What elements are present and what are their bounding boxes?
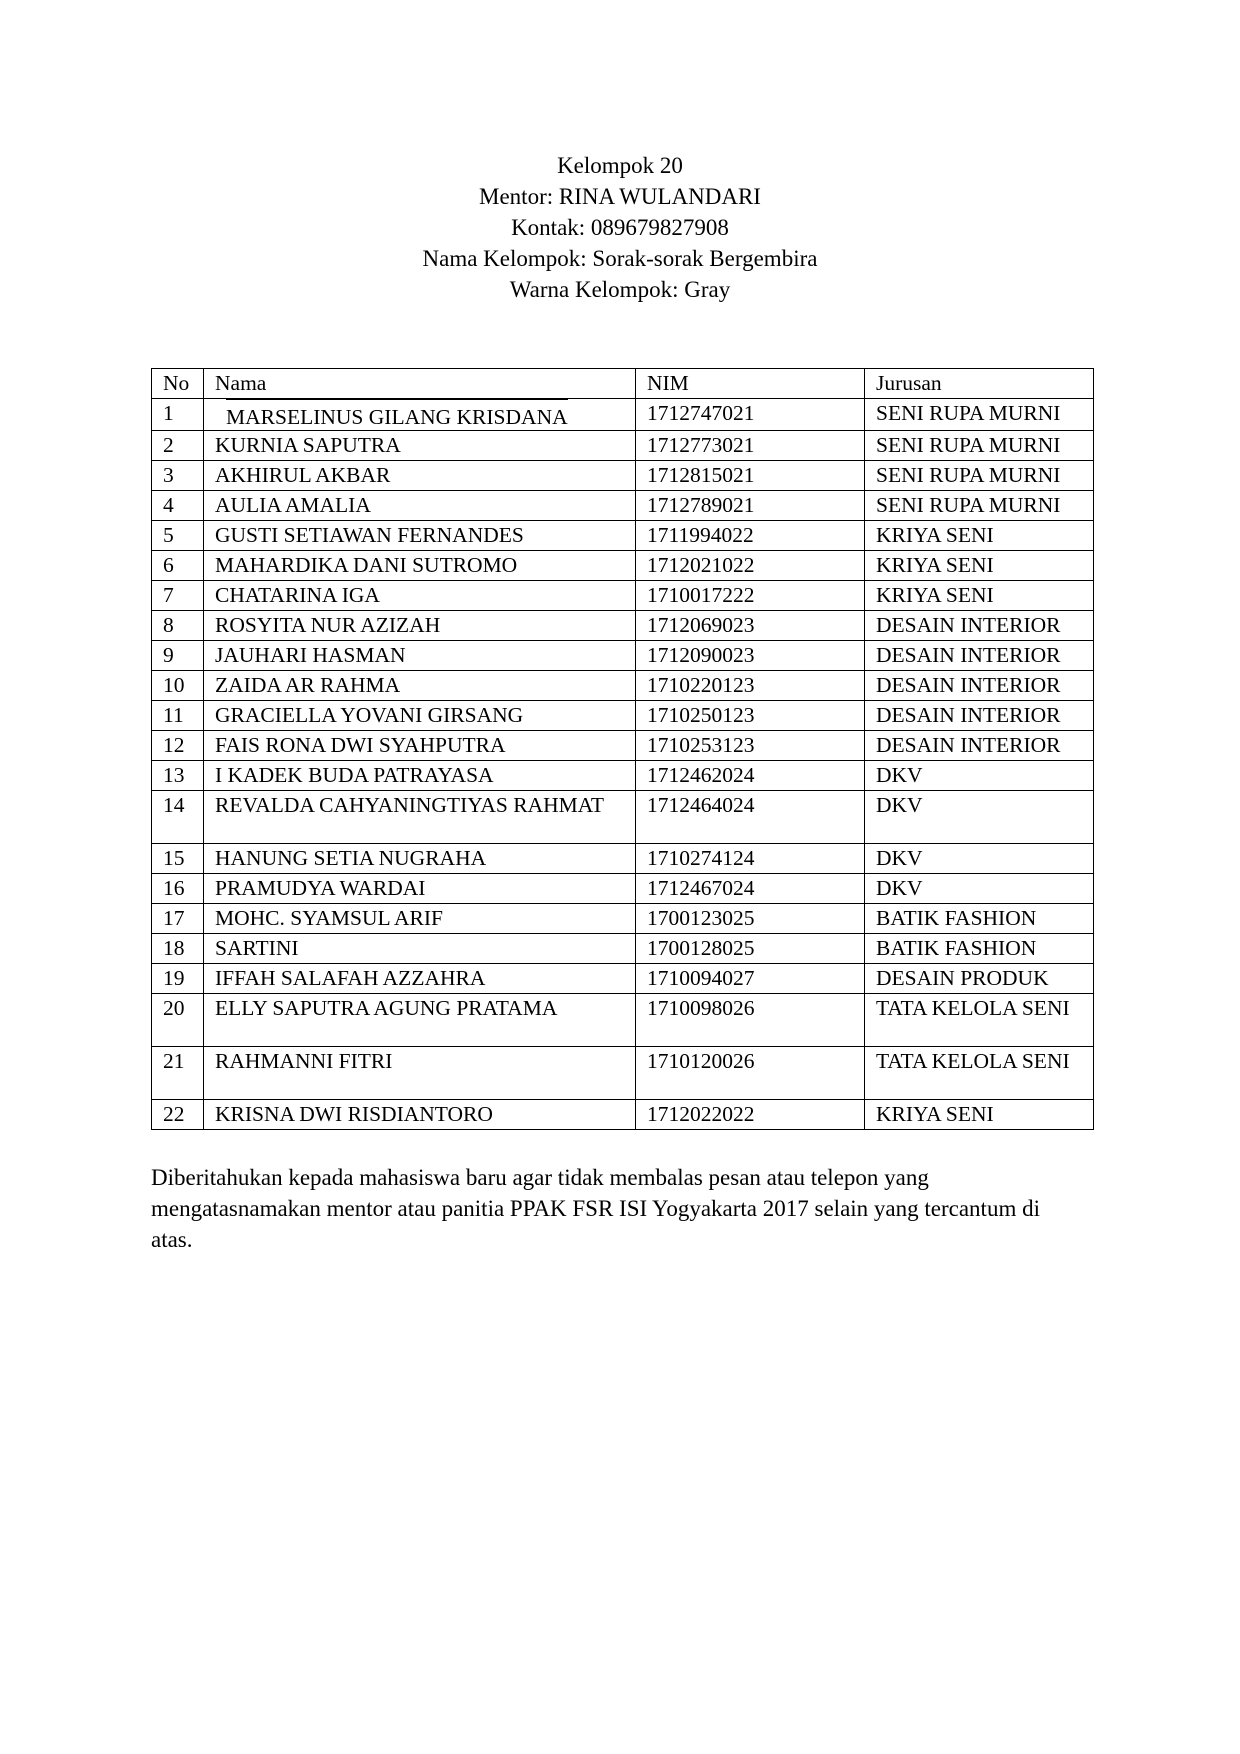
cell-nama: MAHARDIKA DANI SUTROMO bbox=[204, 551, 636, 581]
cell-jurusan: DESAIN INTERIOR bbox=[865, 731, 1094, 761]
cell-nim: 1712789021 bbox=[636, 491, 865, 521]
cell-nim: 1712462024 bbox=[636, 761, 865, 791]
cell-nama: AULIA AMALIA bbox=[204, 491, 636, 521]
cell-no: 20 bbox=[152, 994, 204, 1047]
cell-jurusan: BATIK FASHION bbox=[865, 934, 1094, 964]
table-row bbox=[152, 521, 1094, 551]
cell-jurusan: BATIK FASHION bbox=[865, 904, 1094, 934]
cell-jurusan: KRIYA SENI bbox=[865, 521, 1094, 551]
cell-jurusan: TATA KELOLA SENI bbox=[865, 1047, 1094, 1100]
column-header-jurusan: Jurusan bbox=[865, 369, 1094, 399]
column-header-nim: NIM bbox=[636, 369, 865, 399]
cell-nama: IFFAH SALAFAH AZZAHRA bbox=[204, 964, 636, 994]
cell-no: 9 bbox=[152, 641, 204, 671]
cell-nama: GRACIELLA YOVANI GIRSANG bbox=[204, 701, 636, 731]
cell-jurusan: KRIYA SENI bbox=[865, 581, 1094, 611]
cell-nama-text: MARSELINUS GILANG KRISDANA bbox=[226, 399, 568, 430]
cell-nim: 1710098026 bbox=[636, 994, 865, 1047]
cell-nim: 1711994022 bbox=[636, 521, 865, 551]
cell-nama: GUSTI SETIAWAN FERNANDES bbox=[204, 521, 636, 551]
cell-nama: KRISNA DWI RISDIANTORO bbox=[204, 1100, 636, 1130]
cell-nim: 1710274124 bbox=[636, 844, 865, 874]
cell-no: 3 bbox=[152, 461, 204, 491]
cell-jurusan: SENI RUPA MURNI bbox=[865, 461, 1094, 491]
cell-jurusan: SENI RUPA MURNI bbox=[865, 491, 1094, 521]
cell-no: 11 bbox=[152, 701, 204, 731]
cell-nim: 1712021022 bbox=[636, 551, 865, 581]
cell-no: 16 bbox=[152, 874, 204, 904]
group-color: Warna Kelompok: Gray bbox=[509, 277, 731, 302]
cell-no: 15 bbox=[152, 844, 204, 874]
table-row bbox=[152, 1100, 1094, 1130]
cell-jurusan: DESAIN PRODUK bbox=[865, 964, 1094, 994]
notice-paragraph: Diberitahukan kepada mahasiswa baru agar tidak membalas pesan atau telepon yang mengatasnamakan mentor atau panitia PPAK FSR ISI Yogyakarta 2017 selain yang tercantum di atas. bbox=[151, 1165, 1040, 1252]
table-row bbox=[152, 491, 1094, 521]
table-row bbox=[152, 791, 1094, 844]
cell-jurusan: SENI RUPA MURNI bbox=[865, 399, 1094, 431]
cell-jurusan: DESAIN INTERIOR bbox=[865, 611, 1094, 641]
cell-nim: 1712467024 bbox=[636, 874, 865, 904]
cell-nim: 1712815021 bbox=[636, 461, 865, 491]
cell-nim: 1710120026 bbox=[636, 1047, 865, 1100]
cell-jurusan: KRIYA SENI bbox=[865, 1100, 1094, 1130]
table-header-row bbox=[152, 369, 1094, 399]
cell-jurusan: DKV bbox=[865, 791, 1094, 844]
cell-nama: FAIS RONA DWI SYAHPUTRA bbox=[204, 731, 636, 761]
table-row bbox=[152, 1047, 1094, 1100]
cell-no: 19 bbox=[152, 964, 204, 994]
cell-nama: REVALDA CAHYANINGTIYAS RAHMAT bbox=[204, 791, 636, 844]
table-row bbox=[152, 641, 1094, 671]
cell-nama: MOHC. SYAMSUL ARIF bbox=[204, 904, 636, 934]
cell-nim: 1712090023 bbox=[636, 641, 865, 671]
table-row bbox=[152, 934, 1094, 964]
table-row bbox=[152, 581, 1094, 611]
table-row bbox=[152, 431, 1094, 461]
cell-nim: 1712022022 bbox=[636, 1100, 865, 1130]
cell-nama: AKHIRUL AKBAR bbox=[204, 461, 636, 491]
table-row bbox=[152, 701, 1094, 731]
cell-nim: 1710250123 bbox=[636, 701, 865, 731]
group-header bbox=[0, 150, 1240, 305]
cell-jurusan: DKV bbox=[865, 844, 1094, 874]
cell-no: 10 bbox=[152, 671, 204, 701]
cell-jurusan: KRIYA SENI bbox=[865, 551, 1094, 581]
cell-nim: 1710094027 bbox=[636, 964, 865, 994]
cell-nim: 1700128025 bbox=[636, 934, 865, 964]
cell-nama: CHATARINA IGA bbox=[204, 581, 636, 611]
cell-nama: ELLY SAPUTRA AGUNG PRATAMA bbox=[204, 994, 636, 1047]
cell-no: 17 bbox=[152, 904, 204, 934]
column-header-nama: Nama bbox=[204, 369, 636, 399]
table-row bbox=[152, 731, 1094, 761]
cell-jurusan: DESAIN INTERIOR bbox=[865, 671, 1094, 701]
table-row bbox=[152, 611, 1094, 641]
group-number: Kelompok 20 bbox=[557, 153, 683, 178]
cell-nama bbox=[204, 399, 636, 431]
cell-no: 13 bbox=[152, 761, 204, 791]
cell-no: 7 bbox=[152, 581, 204, 611]
members-table bbox=[151, 368, 1094, 1130]
cell-jurusan: SENI RUPA MURNI bbox=[865, 431, 1094, 461]
cell-nama: RAHMANNI FITRI bbox=[204, 1047, 636, 1100]
members-table-body bbox=[152, 399, 1094, 1130]
table-row bbox=[152, 994, 1094, 1047]
group-name: Nama Kelompok: Sorak-sorak Bergembira bbox=[422, 246, 818, 271]
cell-no: 12 bbox=[152, 731, 204, 761]
cell-no: 1 bbox=[152, 399, 204, 431]
cell-nama: ROSYITA NUR AZIZAH bbox=[204, 611, 636, 641]
mentor-contact: Kontak: 089679827908 bbox=[511, 215, 729, 240]
cell-nim: 1712747021 bbox=[636, 399, 865, 431]
table-row bbox=[152, 844, 1094, 874]
cell-nama: ZAIDA AR RAHMA bbox=[204, 671, 636, 701]
cell-nama: JAUHARI HASMAN bbox=[204, 641, 636, 671]
cell-nama: HANUNG SETIA NUGRAHA bbox=[204, 844, 636, 874]
cell-no: 6 bbox=[152, 551, 204, 581]
cell-jurusan: DESAIN INTERIOR bbox=[865, 641, 1094, 671]
cell-nim: 1710253123 bbox=[636, 731, 865, 761]
table-row bbox=[152, 761, 1094, 791]
cell-no: 18 bbox=[152, 934, 204, 964]
table-row bbox=[152, 904, 1094, 934]
cell-no: 8 bbox=[152, 611, 204, 641]
cell-nim: 1700123025 bbox=[636, 904, 865, 934]
cell-no: 2 bbox=[152, 431, 204, 461]
cell-nim: 1712069023 bbox=[636, 611, 865, 641]
cell-nim: 1710220123 bbox=[636, 671, 865, 701]
cell-jurusan: TATA KELOLA SENI bbox=[865, 994, 1094, 1047]
cell-jurusan: DKV bbox=[865, 761, 1094, 791]
cell-no: 5 bbox=[152, 521, 204, 551]
cell-no: 4 bbox=[152, 491, 204, 521]
cell-no: 14 bbox=[152, 791, 204, 844]
mentor-name: Mentor: RINA WULANDARI bbox=[479, 184, 761, 209]
table-row bbox=[152, 874, 1094, 904]
cell-nama: I KADEK BUDA PATRAYASA bbox=[204, 761, 636, 791]
cell-no: 22 bbox=[152, 1100, 204, 1130]
cell-jurusan: DKV bbox=[865, 874, 1094, 904]
table-row bbox=[152, 399, 1094, 431]
table-row bbox=[152, 461, 1094, 491]
cell-nim: 1712464024 bbox=[636, 791, 865, 844]
cell-nama: PRAMUDYA WARDAI bbox=[204, 874, 636, 904]
cell-nim: 1712773021 bbox=[636, 431, 865, 461]
column-header-no: No bbox=[152, 369, 204, 399]
cell-jurusan: DESAIN INTERIOR bbox=[865, 701, 1094, 731]
cell-nama: KURNIA SAPUTRA bbox=[204, 431, 636, 461]
table-row bbox=[152, 671, 1094, 701]
table-row bbox=[152, 964, 1094, 994]
cell-nama: SARTINI bbox=[204, 934, 636, 964]
cell-no: 21 bbox=[152, 1047, 204, 1100]
table-row bbox=[152, 551, 1094, 581]
cell-nim: 1710017222 bbox=[636, 581, 865, 611]
